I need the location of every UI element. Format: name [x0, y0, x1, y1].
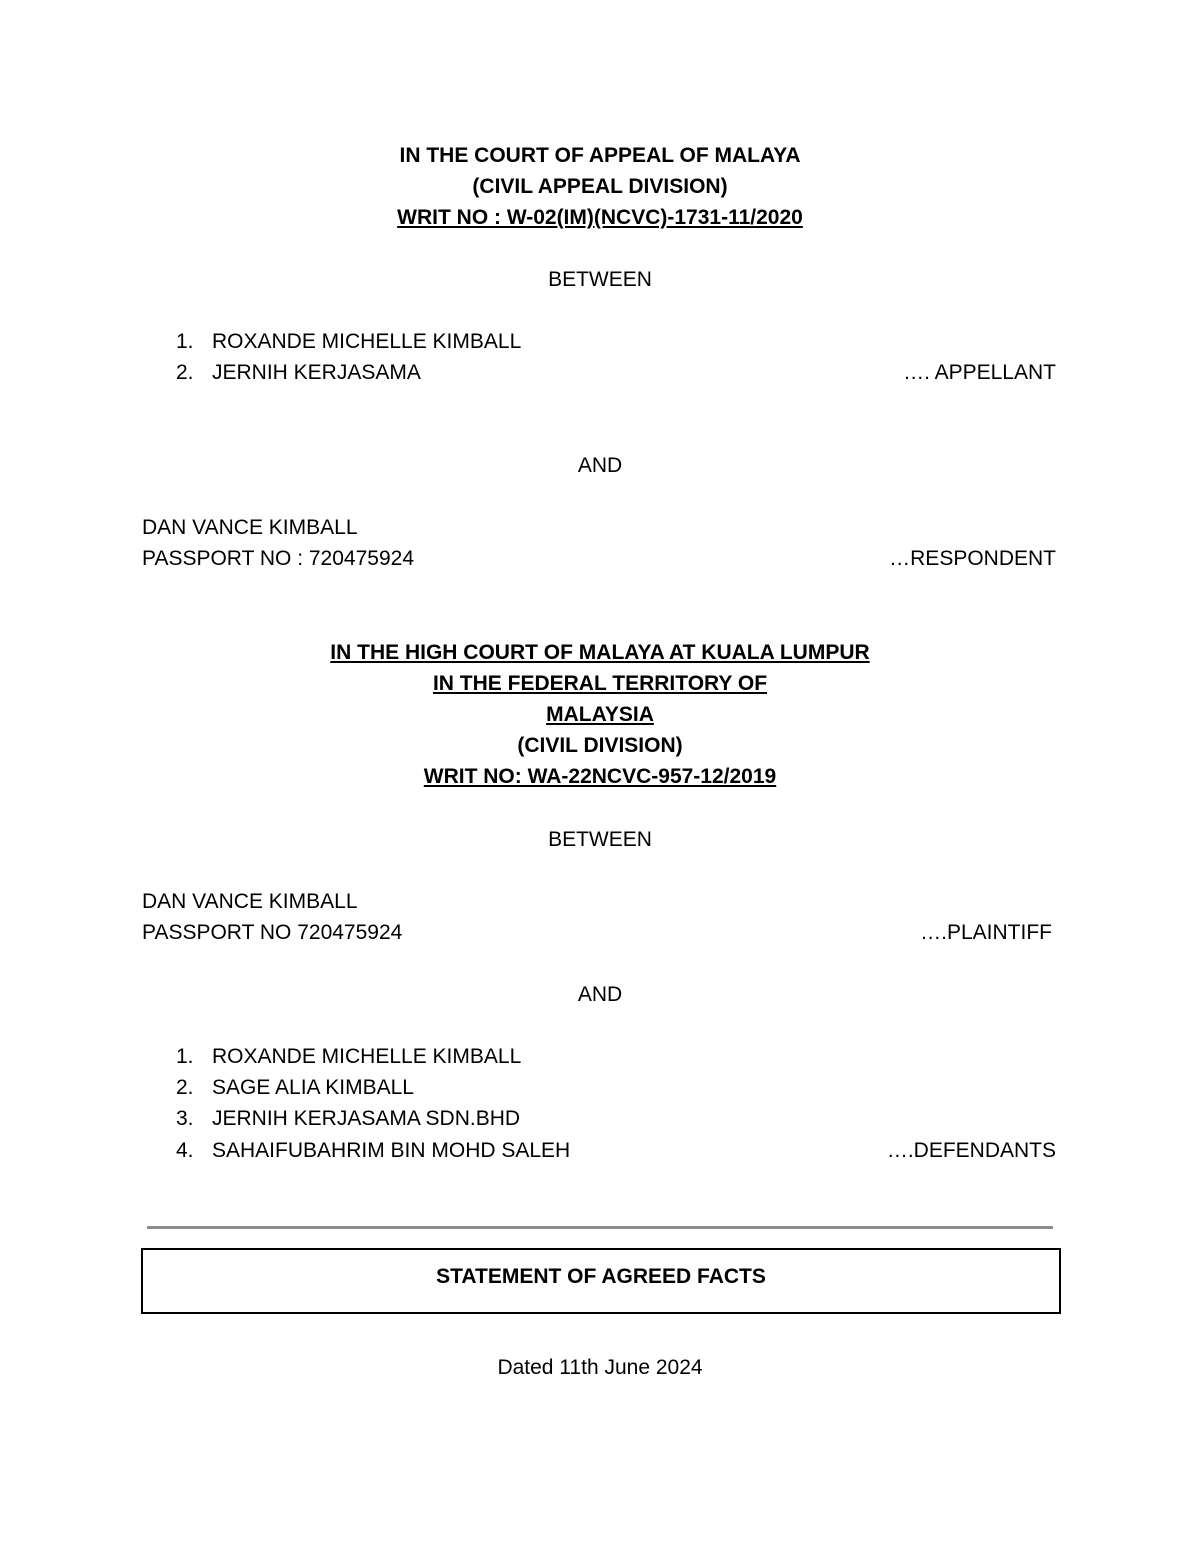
appellant-2-name: JERNIH KERJASAMA [212, 361, 421, 384]
plaintiff-passport: PASSPORT NO 720475924 [142, 921, 403, 944]
appellant-role: …. APPELLANT [903, 361, 1056, 384]
appellant-1-number: 1. [176, 330, 194, 353]
plaintiff-role: ….PLAINTIFF [920, 921, 1052, 944]
document-title-box [141, 1248, 1061, 1314]
high-court-title-1 [0, 641, 1200, 665]
high-court-writ-text: WRIT NO: WA-22NCVC-957-12/2019 [423, 765, 777, 788]
plaintiff-name: DAN VANCE KIMBALL [142, 890, 358, 913]
defendant-3-number: 3. [176, 1107, 194, 1130]
defendant-2-number: 2. [176, 1076, 194, 1099]
section-divider [147, 1226, 1053, 1229]
high-court-writ [0, 765, 1200, 789]
high-court-division: (CIVIL DIVISION) [517, 734, 683, 757]
defendant-3-name: JERNIH KERJASAMA SDN.BHD [212, 1107, 521, 1130]
defendant-role: ….DEFENDANTS [886, 1139, 1056, 1162]
respondent-name: DAN VANCE KIMBALL [142, 516, 358, 539]
defendant-4-name: SAHAIFUBAHRIM BIN MOHD SALEH [212, 1139, 571, 1162]
document-title: STATEMENT OF AGREED FACTS [436, 1265, 766, 1288]
appeal-writ-text: WRIT NO : W-02(IM)(NCVC)-1731-11/2020 [397, 206, 803, 229]
appeal-court-title: IN THE COURT OF APPEAL OF MALAYA [399, 144, 801, 167]
appeal-court-division: (CIVIL APPEAL DIVISION) [472, 175, 728, 198]
respondent-role: …RESPONDENT [889, 547, 1056, 570]
high-court-between: BETWEEN [548, 828, 652, 851]
appeal-and: AND [577, 454, 623, 477]
high-court-title-3-text: MALAYSIA [546, 703, 654, 726]
defendant-2-name: SAGE ALIA KIMBALL [212, 1076, 414, 1099]
high-court-title-2-text: IN THE FEDERAL TERRITORY OF [432, 672, 768, 695]
high-court-and: AND [577, 983, 623, 1006]
document-date: Dated 11th June 2024 [497, 1356, 703, 1379]
high-court-title-2 [0, 672, 1200, 696]
respondent-passport: PASSPORT NO : 720475924 [142, 547, 414, 570]
defendant-4-number: 4. [176, 1139, 194, 1162]
appellant-2-number: 2. [176, 361, 194, 384]
appellant-1-name: ROXANDE MICHELLE KIMBALL [212, 330, 522, 353]
defendant-1-number: 1. [176, 1045, 194, 1068]
appeal-between: BETWEEN [548, 268, 652, 291]
high-court-title-3 [0, 703, 1200, 727]
defendant-1-name: ROXANDE MICHELLE KIMBALL [212, 1045, 522, 1068]
high-court-title-1-text: IN THE HIGH COURT OF MALAYA AT KUALA LUMPUR [330, 641, 870, 664]
appeal-court-writ [0, 206, 1200, 230]
